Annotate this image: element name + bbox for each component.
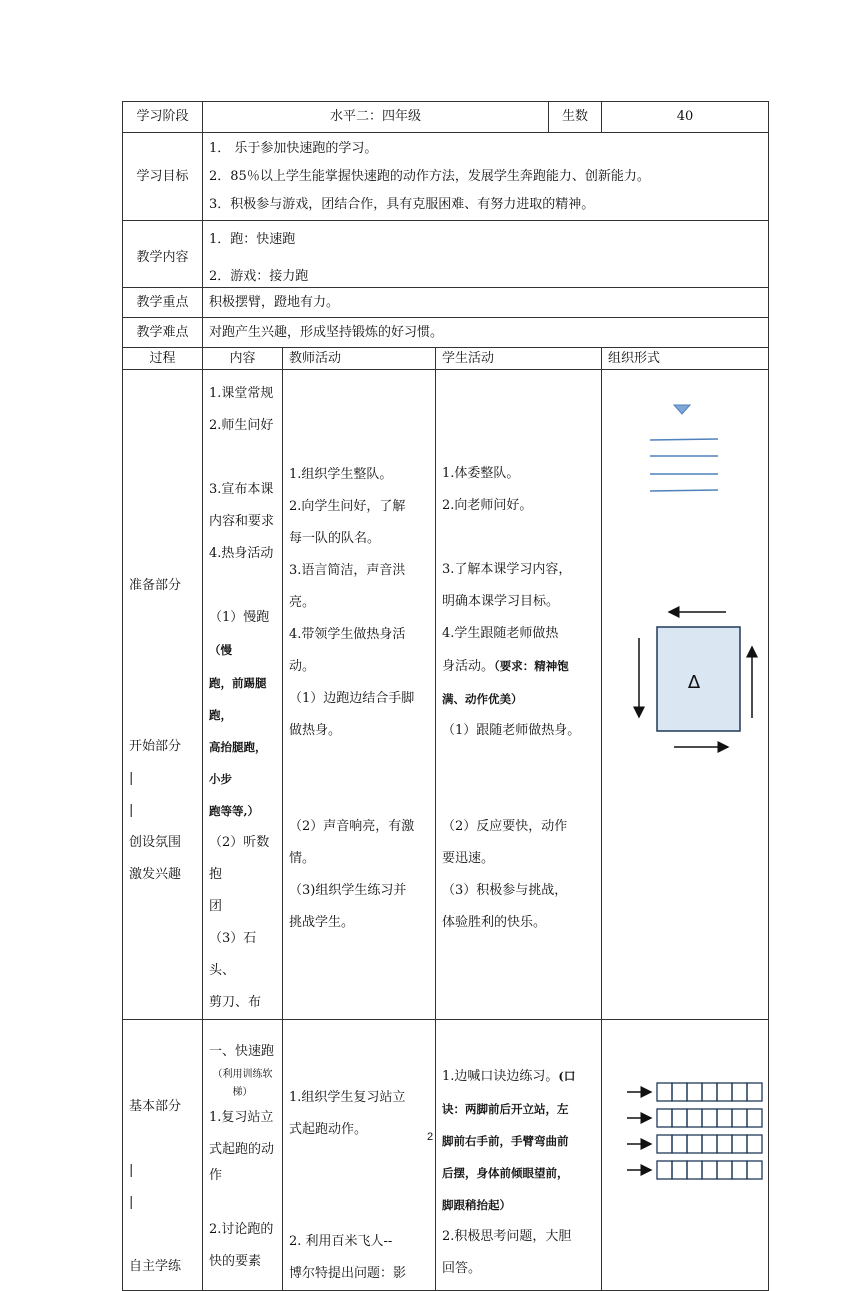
basic-content-note: （利用训练软梯） <box>212 1069 273 1098</box>
prep-teacher-line: 挑战学生。 <box>289 914 355 930</box>
ladder-rung <box>717 1161 732 1179</box>
prep-content-line: （2）听数抱 <box>209 835 270 882</box>
prep-student-line: 4.学生跟随老师做热 <box>442 626 559 641</box>
ladder-rung <box>657 1083 672 1101</box>
basic-teacher-line: 1.组织学生复习站立 <box>289 1090 406 1105</box>
basic-stage-line: 自主学练 <box>129 1259 182 1274</box>
col-org: 组织形式 <box>602 348 769 370</box>
basic-student-line: 后摆，身体前倾眼望前， <box>442 1165 569 1180</box>
prep-content-line: 4.热身活动 <box>209 546 274 561</box>
count-value: 40 <box>602 102 769 133</box>
basic-content-line: 2.讨论跑的 <box>209 1222 274 1237</box>
basic-content-line: 式起跑的动 <box>209 1142 275 1157</box>
text: （1）慢跑 <box>209 610 270 625</box>
goal-item: 3．积极参与游戏，团结合作，具有克服困难、有努力进取的精神。 <box>209 196 595 212</box>
prep-content-line: 跑，前踢腿跑， <box>209 676 267 722</box>
basic-teacher-line: 博尔特提出问题：影 <box>289 1266 407 1281</box>
ladder-rung <box>717 1109 732 1127</box>
ladder-rung <box>732 1109 747 1127</box>
ladder-rung <box>657 1161 672 1179</box>
ladder-rung <box>672 1161 687 1179</box>
basic-content-line: 一、快速跑 <box>209 1044 275 1059</box>
ladder-rung <box>657 1109 672 1127</box>
basic-student-line: 诀：两脚前后开立站，左 <box>442 1101 569 1116</box>
basic-content-line: 作 <box>209 1168 223 1183</box>
teacher-symbol: Δ <box>687 672 701 693</box>
ladder-rung <box>732 1161 747 1179</box>
prep-student-line: 要迅速。 <box>442 851 495 866</box>
text: 身活动。 <box>442 659 495 674</box>
ladder-rung <box>702 1161 717 1179</box>
prep-student-line: （2）反应要快，动作 <box>442 819 568 834</box>
goals-label: 学习目标 <box>123 133 203 221</box>
prep-content-line: 跑等等,） <box>209 804 260 818</box>
prep-content-line: 内容和要求 <box>209 514 275 529</box>
prep-content-line: 高抬腿跑，小步 <box>209 740 267 786</box>
prep-student-line: 明确本课学习目标。 <box>442 594 560 609</box>
prep-student-line: 体验胜利的快乐。 <box>442 915 547 930</box>
col-student: 学生活动 <box>436 348 602 370</box>
prep-teacher-line: 做热身。 <box>289 722 342 738</box>
basic-stage-line: | <box>129 1195 134 1210</box>
goal-item: 1． 乐于参加快速跑的学习。 <box>209 140 378 156</box>
text: （要求：精神饱 <box>494 659 569 673</box>
text: （慢 <box>209 643 232 657</box>
prep-student-line: 3.了解本课学习内容， <box>442 562 572 577</box>
basic-student-line: 回答。 <box>442 1260 482 1276</box>
difficulty-label: 教学难点 <box>123 318 203 348</box>
col-teacher: 教师活动 <box>283 348 436 370</box>
prep-line-formation <box>650 405 718 491</box>
basic-teacher-line: 式起跑动作。 <box>289 1122 368 1137</box>
content-item: 2．游戏：接力跑 <box>209 268 309 284</box>
basic-content-line: 1.复习站立 <box>209 1110 274 1125</box>
student-line <box>650 439 718 440</box>
prep-teacher-line: 3.语言简洁，声音洪 <box>289 562 406 578</box>
prep-teacher-line: 亮。 <box>289 594 316 610</box>
difficulty-text: 对跑产生兴趣，形成坚持锻炼的好习惯。 <box>203 318 769 348</box>
prep-student-line: 1.体委整队。 <box>442 466 520 481</box>
prep-content-line: 1.课堂常规 <box>209 386 274 401</box>
ladder-rung <box>687 1109 702 1127</box>
ladder-rung <box>747 1083 762 1101</box>
ladder-rung <box>732 1083 747 1101</box>
prep-teacher-line: 1.组织学生整队。 <box>289 466 393 482</box>
prep-student-line: （1）跟随老师做热身。 <box>442 723 581 738</box>
text: 1.边喊口诀边练习。 <box>442 1068 559 1084</box>
col-process: 过程 <box>123 348 203 370</box>
count-label: 生数 <box>549 102 602 133</box>
ladder-rung <box>747 1109 762 1127</box>
content-item: 1．跑：快速跑 <box>209 231 296 247</box>
basic-stage-line: | <box>129 1163 134 1178</box>
page-number: 2 <box>426 1131 434 1143</box>
ladder-rung <box>687 1161 702 1179</box>
prep-stage-line: 开始部分 <box>129 739 182 754</box>
prep-teacher-line: 情。 <box>289 850 316 866</box>
ladder-rung <box>717 1083 732 1101</box>
prep-content-line: 2.师生问好 <box>209 418 274 433</box>
col-content: 内容 <box>203 348 283 370</box>
prep-teacher-line: 每一队的队名。 <box>289 530 381 546</box>
ladder-rung <box>747 1161 762 1179</box>
ladder-rung <box>672 1109 687 1127</box>
teacher-triangle-icon <box>674 405 690 414</box>
prep-content-line: 剪刀、布 <box>209 995 262 1010</box>
prep-student-line: （3）积极参与挑战， <box>442 883 568 898</box>
ladder-rung <box>672 1083 687 1101</box>
prep-student-line: 2.向老师问好。 <box>442 498 533 513</box>
basic-teacher-line: 2. 利用百米飞人-- <box>289 1234 393 1249</box>
prep-teacher-line: （3)组织学生练习并 <box>289 882 407 898</box>
prep-teacher-line: 动。 <box>289 658 316 674</box>
content-label: 教学内容 <box>123 221 203 288</box>
ladder-rung <box>687 1083 702 1101</box>
prep-content-line: （3）石头、 <box>209 931 257 978</box>
prep-content-line: 3.宣布本课 <box>209 482 274 497</box>
prep-teacher-line: 4.带领学生做热身活 <box>289 626 406 642</box>
prep-content-line: 团 <box>209 899 223 914</box>
ladder-rung <box>702 1083 717 1101</box>
prep-student-line: 满、动作优美） <box>442 692 523 706</box>
prep-stage-line: | <box>129 771 134 786</box>
prep-stage-line: 准备部分 <box>129 578 182 593</box>
basic-student-line: 脚前右手前，手臂弯曲前 <box>442 1133 569 1148</box>
basic-student-line: 2.积极思考问题，大胆 <box>442 1228 572 1244</box>
basic-student-line: 脚跟稍抬起） <box>442 1197 511 1212</box>
ladder-rung <box>702 1109 717 1127</box>
warmup-loop-formation <box>639 612 752 747</box>
student-line <box>650 490 718 491</box>
key-point-label: 教学重点 <box>123 288 203 318</box>
goal-item: 2．85％以上学生能掌握快速跑的动作方法，发展学生奔跑能力、创新能力。 <box>209 168 650 184</box>
key-point-text: 积极摆臂，蹬地有力。 <box>203 288 769 318</box>
prep-stage-line: | <box>129 803 134 818</box>
basic-stage-line: 基本部分 <box>129 1099 182 1114</box>
basic-content-line: 快的要素 <box>209 1254 262 1269</box>
prep-teacher-line: （2）声音响亮，有激 <box>289 818 415 834</box>
prep-teacher-line: （1）边跑边结合手脚 <box>289 690 415 706</box>
stage-label: 学习阶段 <box>123 102 203 133</box>
prep-teacher-line: 2.向学生问好，了解 <box>289 498 406 514</box>
text: (口 <box>558 1068 576 1083</box>
prep-stage-line: 激发兴趣 <box>129 867 182 882</box>
stage-value: 水平二：四年级 <box>203 102 549 133</box>
prep-stage-line: 创设氛围 <box>129 835 182 850</box>
